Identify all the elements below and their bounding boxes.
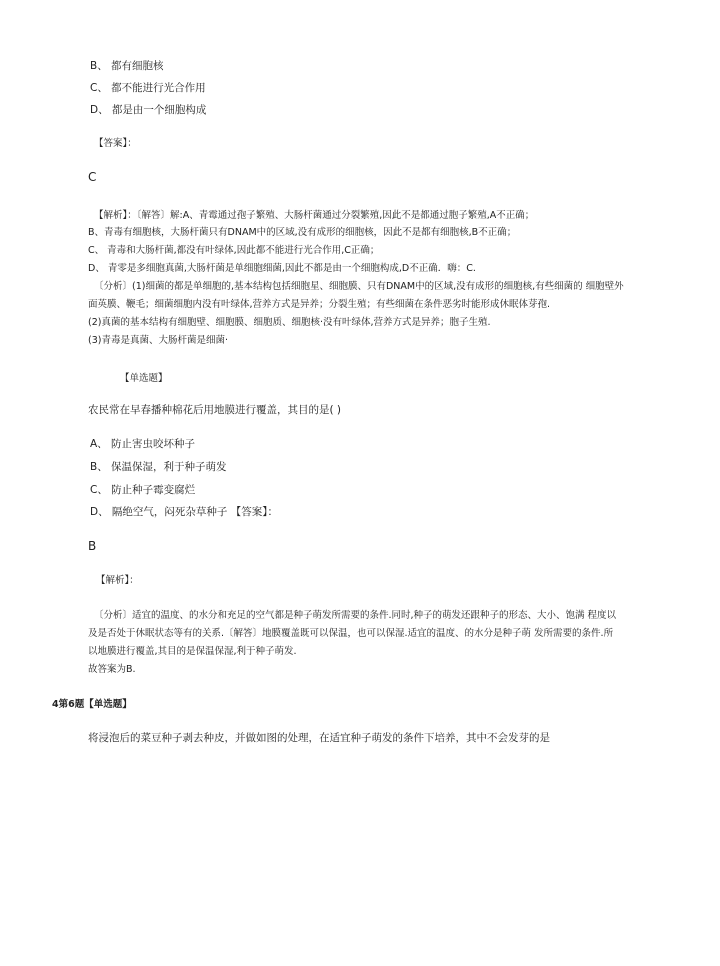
analysis-line: (2)真菌的基本结构有细胞壁、细胞膜、细胞质、细胞核·没有叶绿体,营养方式是异养；胞子生殖. <box>88 317 491 328</box>
option-d: D、 隔绝空气，闷死杂草种子 【答案】： <box>90 506 279 518</box>
analysis-line: 面英膜、鞭毛；细菌细胞内没有叶绿体,营养方式是异养；分裂生殖；有些细菌在条件恶劣时能形成休眠体芽孢. <box>88 299 551 310</box>
analysis-line: B、青毒有细胞核，大肠杆菌只有DNAM中的区域,没有成形的细胞核，因此不是都有细胞核,B不正确； <box>88 227 517 238</box>
answer-label: 【答案】： <box>94 138 137 149</box>
analysis-line: C、 青毒和大肠杆菌,都没有叶绿体,因此都不能进行光合作用,C正确； <box>88 245 380 256</box>
option-c: C、 都不能进行光合作用 <box>90 82 206 94</box>
analysis-line: 〔分析〕适宜的温度、的水分和充足的空气都是种子萌发所需要的条件.同时,种子的萌发还跟种子的形态、大小、饱满 程度以 <box>94 610 617 621</box>
analysis-line: (3)青毒是真菌、大肠杆菌是细菌· <box>88 335 228 346</box>
option-b: B、 保温保湿，利于种子萌发 <box>90 461 227 473</box>
analysis-line: 以地膜进行覆盖,其目的是保温保湿,利于种子萌发. <box>88 646 297 657</box>
question-stem: 农民常在早春播种棉花后用地膜进行覆盖，其目的是( ) <box>88 404 342 416</box>
analysis-line: 及是否处于休眠状态等有的关系.〔解答〕地膜覆盖既可以保温，也可以保湿.适宜的温度、的水分是种子萌 发所需要的条件.所 <box>88 628 614 639</box>
analysis-line: 【解析】：〔解答〕解:A、青霉通过孢子繁殖、大肠杆菌通过分裂繁殖,因此不是都通过胞子繁殖,A不正确； <box>94 210 535 221</box>
analysis-line: D、 青零是多细胞真菌,大肠杆菌是单细胞细菌,因此不都是由一个细胞构成,D不正确．嗨：C. <box>88 263 476 274</box>
analysis-label: 【解析】： <box>96 575 139 586</box>
question-stem: 将浸泡后的菜豆种子剥去种皮，并做如图的处理，在适宜种子萌发的条件下培养，其中不会发芽的是 <box>88 732 550 744</box>
option-d: D、 都是由一个细胞构成 <box>90 104 207 116</box>
option-b: B、 都有细胞核 <box>90 60 164 72</box>
question-type-label: 【单选题】 <box>120 373 168 384</box>
question-heading: 4第6题【单选题】 <box>52 699 132 710</box>
answer-value: C <box>88 170 97 184</box>
analysis-line: 〔分析〕(1)细菌的都是单细胞的,基本结构包括细胞星、细胞膜、只有DNAM中的区域,没有成形的细胞核,有些细菌的 细胞壁外 <box>94 281 624 292</box>
answer-value: B <box>88 539 97 553</box>
analysis-line: 故答案为B. <box>88 664 136 675</box>
option-c: C、 防止种子霉变腐烂 <box>90 484 196 496</box>
option-a: A、 防止害虫咬坏种子 <box>90 438 196 450</box>
